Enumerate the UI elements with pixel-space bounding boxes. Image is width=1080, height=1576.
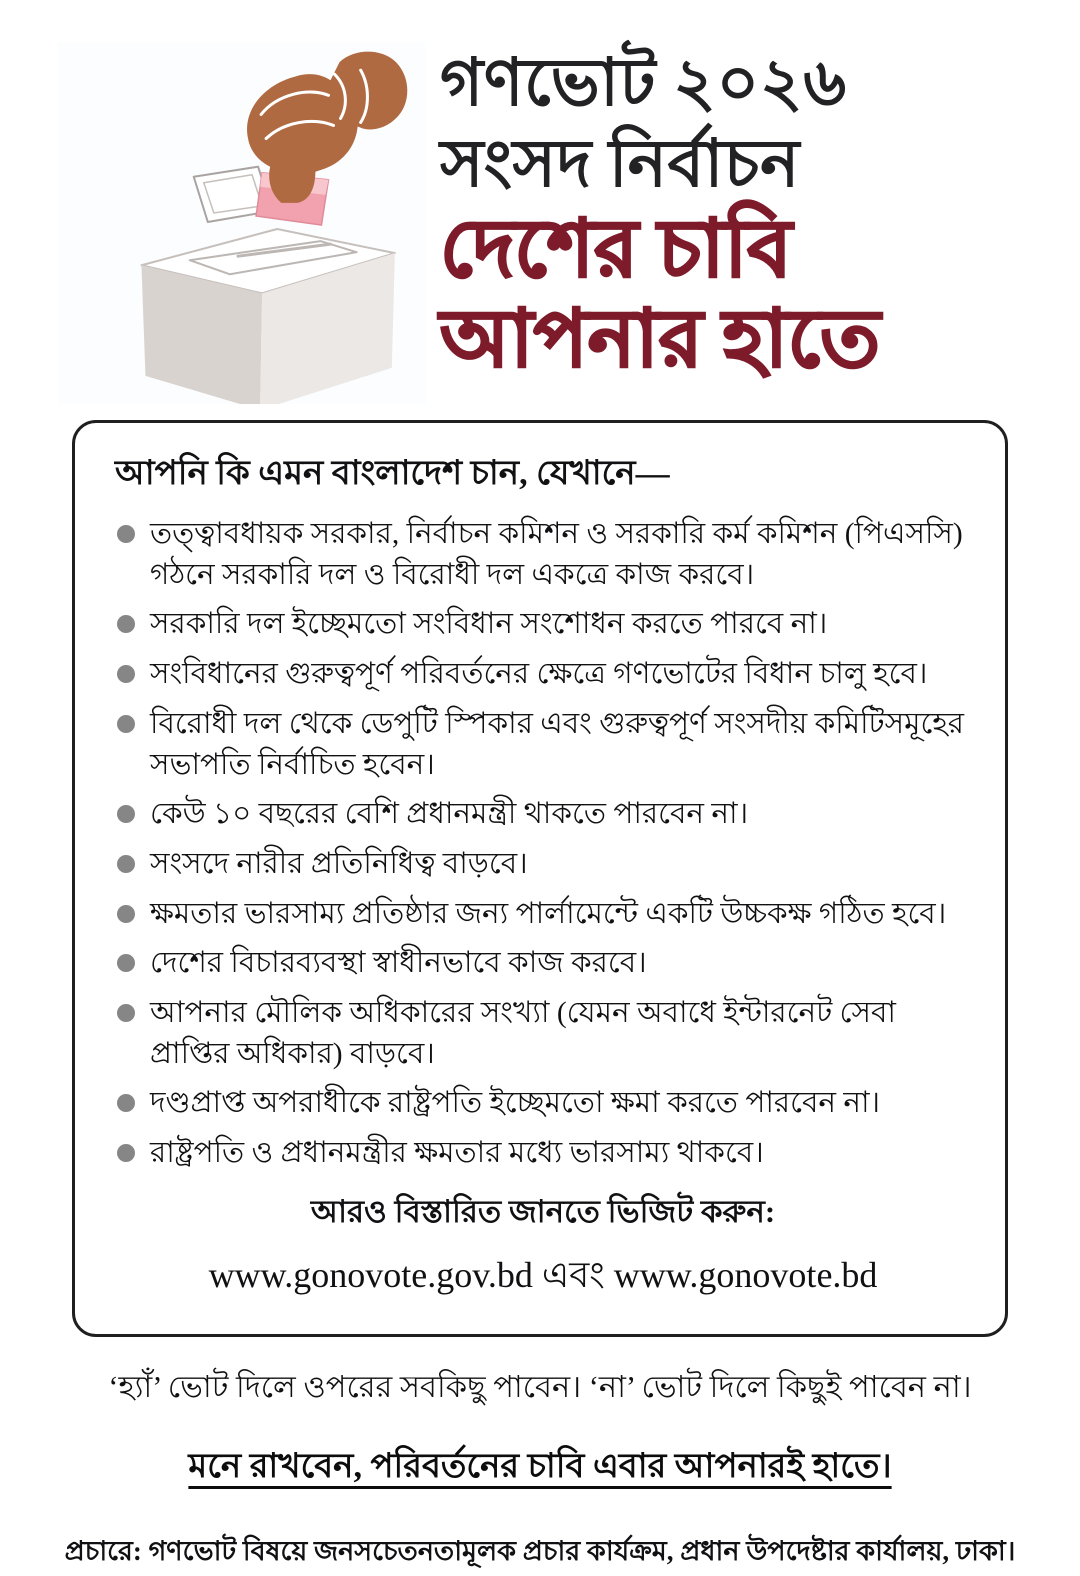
list-item — [115, 993, 971, 1074]
list-item — [115, 943, 971, 984]
bullet-dot-icon — [117, 805, 135, 823]
bullet-dot-icon — [117, 1144, 135, 1162]
remember-line: মনে রাখবেন, পরিবর্তনের চাবি এবার আপনারই হাতে। — [188, 1447, 892, 1485]
poster-title-line2: সংসদ নির্বাচন — [440, 127, 800, 201]
list-item — [115, 654, 971, 695]
manifesto-box — [72, 420, 1008, 1337]
bullet-dot-icon — [117, 905, 135, 923]
list-item-text: দেশের বিচারব্যবস্থা স্বাধীনভাবে কাজ করবে। — [150, 947, 647, 980]
bullet-dot-icon — [117, 615, 135, 633]
list-item — [115, 844, 971, 885]
manifesto-heading: আপনি কি এমন বাংলাদেশ চান, যেখানে— — [115, 455, 670, 492]
ballot-box-illustration — [58, 42, 426, 404]
bullet-dot-icon — [117, 1094, 135, 1112]
bullet-dot-icon — [117, 954, 135, 972]
list-item-text: আপনার মৌলিক অধিকারের সংখ্যা (যেমন অবাধে ইন্টারনেট সেবা প্রাপ্তির অধিকার) বাড়বে। — [150, 997, 896, 1070]
visit-prompt: আরও বিস্তারিত জানতে ভিজিট করুন: — [310, 1193, 776, 1229]
title-block — [440, 42, 1040, 386]
yes-no-line: ‘হ্যাঁ’ ভোট দিলে ওপরের সবকিছু পাবেন। ‘না’ ভোট দিলে কিছুই পাবেন না। — [108, 1369, 972, 1404]
list-item — [115, 604, 971, 645]
list-item — [115, 894, 971, 935]
list-item — [115, 1083, 971, 1124]
list-item-text: দণ্ডপ্রাপ্ত অপরাধীকে রাষ্ট্রপতি ইচ্ছেমতো ক্ষমা করতে পারবেন না। — [150, 1087, 881, 1120]
list-item — [115, 1133, 971, 1174]
bullet-dot-icon — [117, 1004, 135, 1022]
bullet-dot-icon — [117, 665, 135, 683]
credit-line: প্রচারে: গণভোট বিষয়ে জনসচেতনতামূলক প্রচার কার্যক্রম, প্রধান উপদেষ্টার কার্যালয়, ঢাকা। — [64, 1535, 1016, 1566]
list-item-text: সংসদে নারীর প্রতিনিধিত্ব বাড়বে। — [150, 847, 528, 880]
list-item-text: বিরোধী দল থেকে ডেপুটি স্পিকার এবং গুরুত্বপূর্ণ সংসদীয় কমিটিসমূহের সভাপতি নির্বাচিত হবেন। — [150, 707, 965, 781]
list-item — [115, 794, 971, 835]
list-item — [115, 514, 971, 595]
list-item-text: সংবিধানের গুরুত্বপূর্ণ পরিবর্তনের ক্ষেত্রে গণভোটের বিধান চালু হবে। — [150, 658, 928, 691]
bullet-dot-icon — [117, 715, 135, 733]
list-item — [115, 704, 971, 785]
list-item-text: কেউ ১০ বছরের বেশি প্রধানমন্ত্রী থাকতে পারবেন না। — [150, 798, 749, 831]
manifesto-list — [115, 514, 971, 1174]
website-urls: www.gonovote.gov.bd এবং www.gonovote.bd — [208, 1254, 878, 1295]
poster-header — [0, 0, 1080, 404]
poster-slogan-line1: দেশের চাবি — [440, 206, 792, 295]
poster-slogan-line2: আপনার হাতে — [440, 296, 880, 385]
list-item-text: তত্ত্বাবধায়ক সরকার, নির্বাচন কমিশন ও সরকারি কর্ম কমিশন (পিএসসি) গঠনে সরকারি দল ও বিরোধী দল একত্রে কাজ করবে। — [150, 518, 963, 591]
poster-title-line1: গণভোট ২০২৬ — [440, 47, 847, 120]
list-item-text: রাষ্ট্রপতি ও প্রধানমন্ত্রীর ক্ষমতার মধ্যে ভারসাম্য থাকবে। — [150, 1137, 764, 1170]
list-item-text: ক্ষমতার ভারসাম্য প্রতিষ্ঠার জন্য পার্লামেন্টে একটি উচ্চকক্ষ গঠিত হবে। — [150, 897, 947, 930]
bullet-dot-icon — [117, 855, 135, 873]
bullet-dot-icon — [117, 525, 135, 543]
list-item-text: সরকারি দল ইচ্ছেমতো সংবিধান সংশোধন করতে পারবে না। — [150, 608, 828, 641]
ballot-box-hand-icon — [58, 42, 426, 404]
